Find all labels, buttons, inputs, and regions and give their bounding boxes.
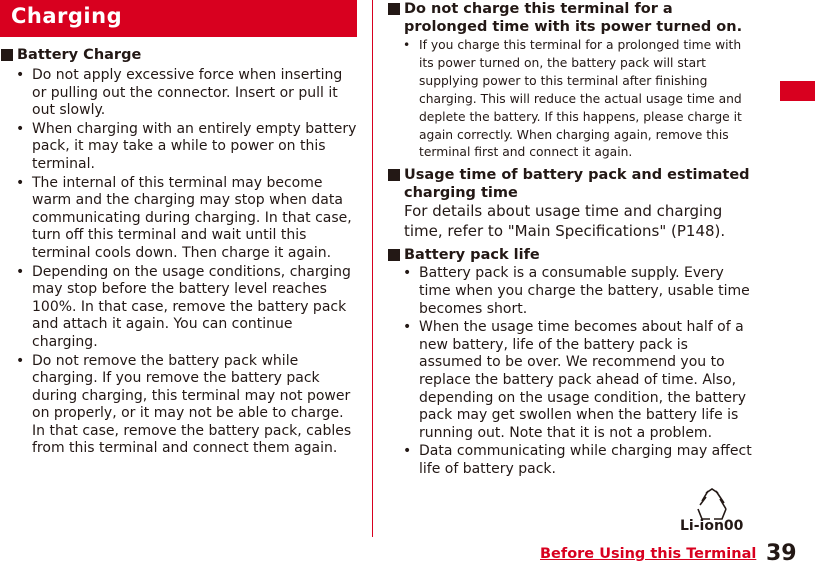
chapter-tab — [780, 81, 815, 101]
square-bullet-icon — [388, 3, 400, 15]
page-number: 39 — [766, 541, 797, 566]
footer-chapter-link[interactable]: Before Using this Terminal — [540, 546, 757, 562]
list-item: • Battery pack is a consumable supply. Every time when you charge the battery, usable time becomes short. — [403, 265, 750, 317]
battery-life-list — [387, 265, 752, 478]
page-title: Charging — [11, 4, 123, 28]
battery-charge-list — [0, 67, 360, 458]
list-item: • When charging with an entirely empty battery pack, it may take a while to power on this terminal. — [16, 120, 357, 172]
left-column — [0, 46, 360, 458]
recycle-label: Li-ion00 — [680, 518, 744, 534]
section-title-bar — [0, 0, 357, 37]
list-item: • Do not remove the battery pack while charging. If you remove the battery pack during charging, this terminal may not power on properly, or it may not be able to charge. In that case, remove the battery pack, cables from this terminal and connect them again. — [16, 352, 352, 457]
square-bullet-icon — [388, 169, 400, 181]
square-bullet-icon — [1, 49, 13, 61]
list-item: • Depending on the usage conditions, charging may stop before the battery level reaches 100%. In that case, remove the battery pack and attach it again. You can continue charging. — [16, 263, 351, 350]
list-item: • When the usage time becomes about half of a new battery, life of the battery pack is assumed to be over. We recommend you to replace the battery pack ahead of time. Also, depending on the usage condition, the battery pack may get swollen when the battery life is running out. Note that it is not a problem. — [403, 319, 747, 441]
usage-time-text: For details about usage time and charging time, refer to "Main Specifications" (P148). — [404, 202, 726, 240]
right-column — [387, 0, 752, 478]
list-item: • Do not apply excessive force when inserting or pulling out the connector. Insert or pull it out slowly. — [16, 67, 343, 119]
column-divider — [372, 0, 373, 537]
usage-time-heading: Usage time of battery pack and estimated charging time — [387, 166, 752, 202]
battery-life-heading: Battery pack life — [387, 246, 752, 264]
list-item: • Data communicating while charging may affect life of battery pack. — [403, 443, 752, 477]
list-item: • If you charge this terminal for a prolonged time with its power turned on, the battery pack will start supplying power to this terminal after finishing charging. This will reduce the actual usage time and deplete the battery. If this happens, please charge it again correctly. When charging again, remove this terminal first and connect it again. — [403, 38, 742, 160]
square-bullet-icon — [388, 249, 400, 261]
prolonged-heading: Do not charge this terminal for a prolonged time with its power turned on. — [387, 0, 752, 36]
battery-charge-heading: Battery Charge — [0, 46, 360, 64]
prolonged-list — [387, 37, 752, 162]
list-item: • The internal of this terminal may become warm and the charging may stop when data communicating during charging. In that case, turn off this terminal and wait until this terminal cools down. Then charge it again. — [16, 174, 352, 261]
